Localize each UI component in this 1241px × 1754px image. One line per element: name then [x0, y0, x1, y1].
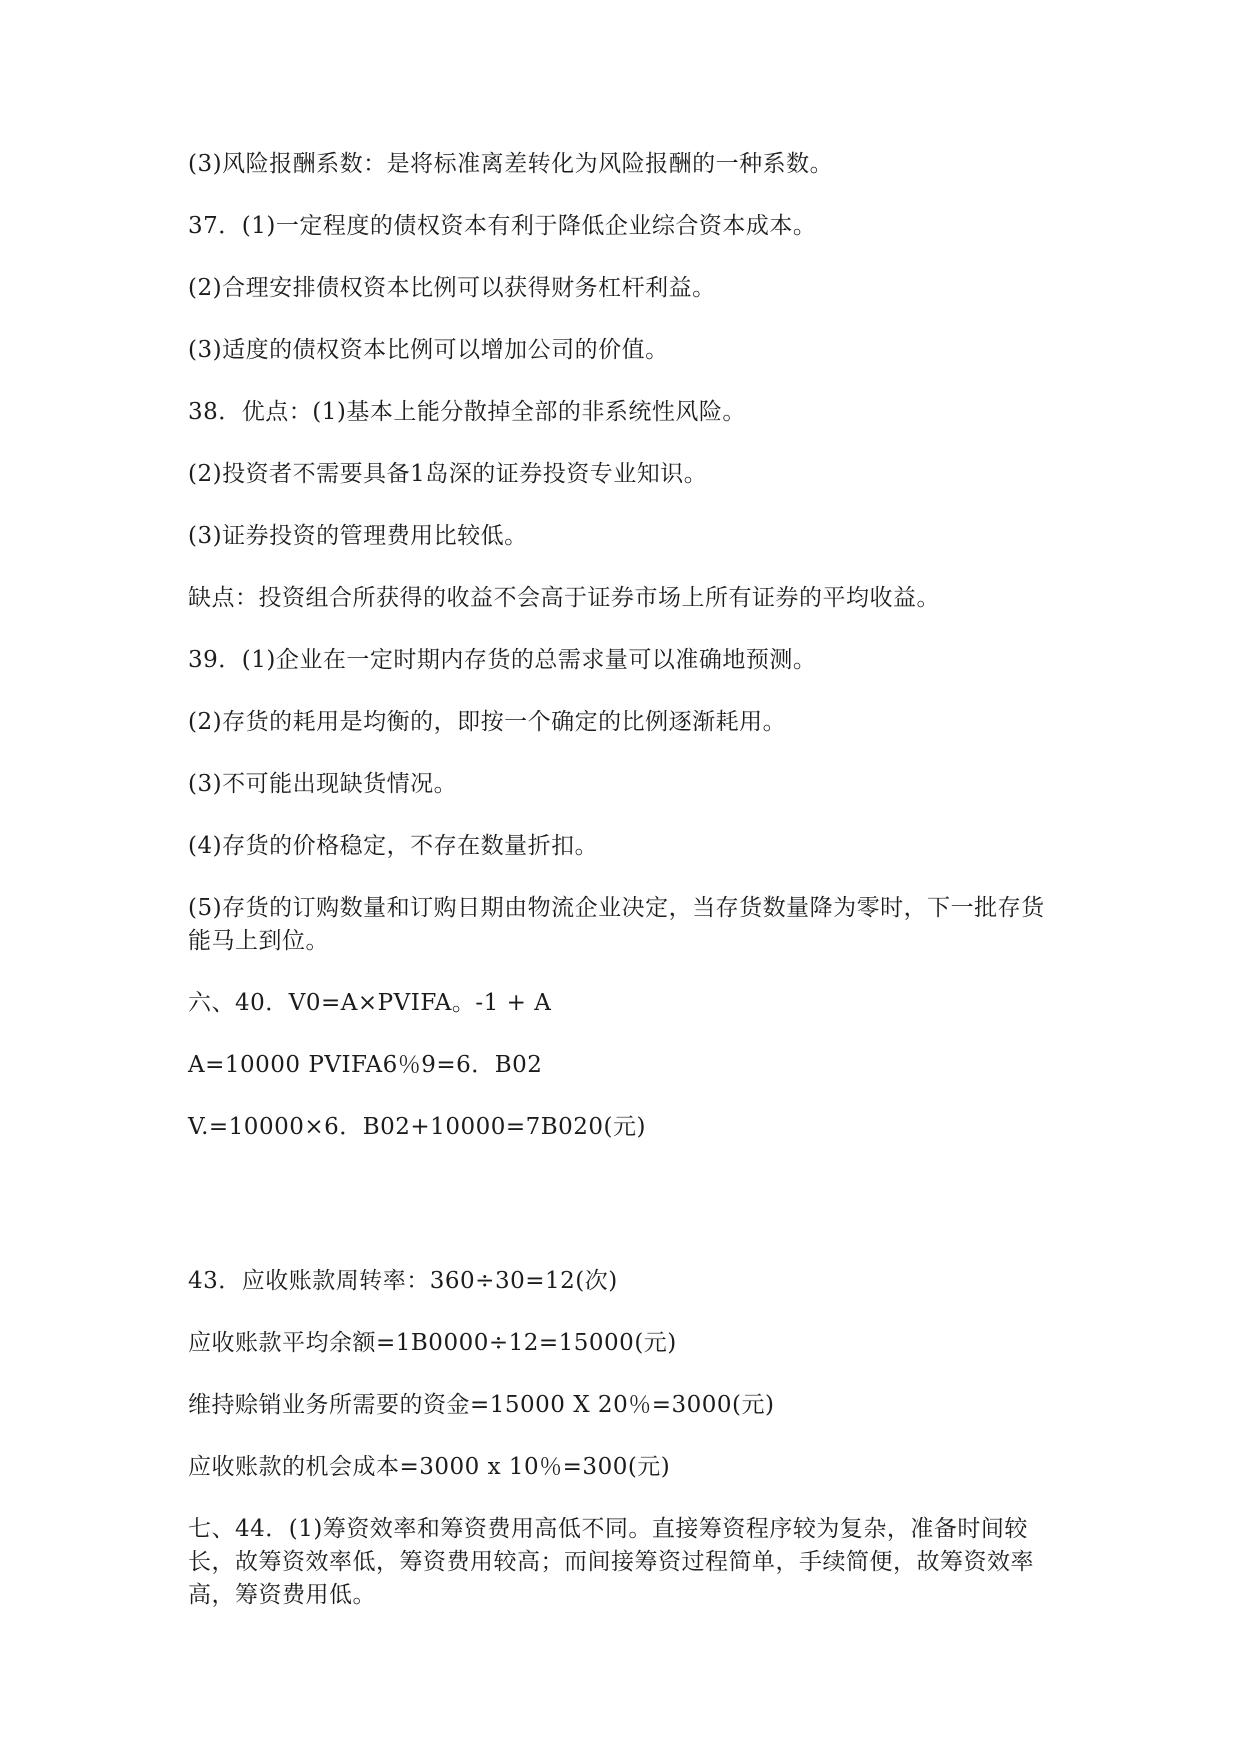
paragraph-43-turnover: 43．应收账款周转率：360÷30=12(次) [188, 1268, 618, 1294]
paragraph-44-1: 七、44．(1)筹资效率和筹资费用高低不同。直接筹资程序较为复杂，准备时间较长，故筹资效率低，筹资费用较高；而间接筹资过程简单，手续简便，故筹资效率高，筹资费用低。 [188, 1516, 1034, 1608]
paragraph-37-1: 37．(1)一定程度的债权资本有利于降低企业综合资本成本。 [188, 213, 817, 239]
paragraph-39-1: 39．(1)企业在一定时期内存货的总需求量可以准确地预测。 [188, 647, 817, 673]
paragraph-40-formula: 六、40．V0=A×PVIFA。-1 + A [188, 990, 552, 1016]
paragraph-43-average-balance: 应收账款平均余额=1B0000÷12=15000(元) [188, 1330, 677, 1356]
paragraph-38-2: (2)投资者不需要具备1岛深的证券投资专业知识。 [188, 461, 708, 487]
paragraph-39-2: (2)存货的耗用是均衡的，即按一个确定的比例逐渐耗用。 [188, 709, 787, 735]
paragraph-43-required-funds: 维持赊销业务所需要的资金=15000 X 20％=3000(元) [188, 1392, 775, 1418]
paragraph-38-3: (3)证券投资的管理费用比较低。 [188, 523, 528, 549]
paragraph-38-1: 38．优点：(1)基本上能分散掉全部的非系统性风险。 [188, 399, 746, 425]
paragraph-37-2: (2)合理安排债权资本比例可以获得财务杠杆利益。 [188, 275, 716, 301]
paragraph-38-disadvantage: 缺点：投资组合所获得的收益不会高于证券市场上所有证券的平均收益。 [188, 585, 940, 611]
paragraph-risk-coefficient: (3)风险报酬系数：是将标准离差转化为风险报酬的一种系数。 [188, 151, 834, 177]
paragraph-39-4: (4)存货的价格稳定，不存在数量折扣。 [188, 833, 599, 859]
paragraph-43-opportunity-cost: 应收账款的机会成本=3000 x 10％=300(元) [188, 1454, 671, 1480]
paragraph-37-3: (3)适度的债权资本比例可以增加公司的价值。 [188, 337, 669, 363]
paragraph-39-3: (3)不可能出现缺货情况。 [188, 771, 458, 797]
paragraph-40-result: V.=10000×6．B02+10000=7B020(元) [188, 1114, 647, 1140]
paragraph-40-values: A=10000 PVIFA6％9=6．B02 [188, 1052, 543, 1078]
document-body [188, 148, 1068, 1612]
paragraph-39-5: (5)存货的订购数量和订购日期由物流企业决定，当存货数量降为零时，下一批存货能马上到位。 [188, 895, 1045, 954]
